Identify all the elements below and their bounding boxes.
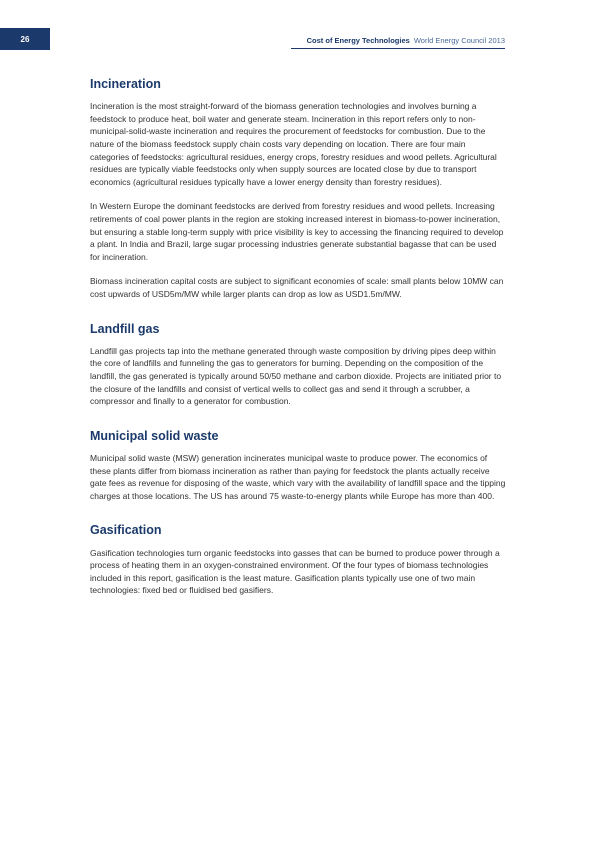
section-incineration [90,76,506,301]
body-content [90,76,506,617]
section-heading: Landfill gas [90,321,160,336]
paragraph: Landfill gas projects tap into the methane generated through waste composition by driving pipes deep within the core of landfills and funneling the gas to generators for burning. Depending on the composition of the landfill, the gas generated is typically around 50/50 methane and carbon dioxide. Projects are initiated prior to the closure of the landfills and consist of vertical wells to collect gas and send it through a scrubber, a compressor and finally to a generator for combustion. [90,345,502,407]
paragraph: Municipal solid waste (MSW) generation incinerates municipal waste to produce power. The economics of these plants differ from biomass incineration as rather than paying for feedstock the plants actually receive gate fees as revenue for disposing of the waste, which vary with the availability of landfill space and the tipping charges at those locations. The US has around 75 waste-to-energy plants while Europe has more than 400. [90,453,506,501]
paragraph: In Western Europe the dominant feedstocks are derived from forestry residues and wood pellets. Increasing retirements of coal power plants in the region are stoking increased interest in biomass-to-power incineration, but ensuring a stable long-term supply with price visibility is key to accessing the financing required to develop a plant. In India and Brazil, large sugar processing industries generate substantial bagasse that can be used for incineration. [90,201,504,262]
paragraph: Biomass incineration capital costs are subject to significant economies of scale: small plants below 10MW can cost upwards of USD5m/MW while larger plants can drop as low as USD1.5m/MW. [90,276,504,299]
paragraph: Incineration is the most straight-forward of the biomass generation technologies and involves burning a feedstock to produce heat, boil water and generate steam. Incineration in this report refers only to non-municipal-solid-waste incineration and requires the procurement of feedstocks for combustion. Due to the nature of the biomass feedstock supply chain costs vary depending on location. There are four main categories of feedstocks: agricultural residues, energy crops, forestry residues and wood pellets. Agricultural residues are typically viable feedstocks only when supply sources are located close by due to transport economics (agricultural residues typically have a lower energy density than forestry residues). [90,101,497,187]
section-gasification [90,522,506,597]
header-rule [291,48,505,49]
section-heading: Incineration [90,77,161,91]
header-publisher: World Energy Council 2013 [413,36,505,45]
header-title: Cost of Energy Technologies [306,36,410,45]
section-heading: Gasification [90,523,162,538]
section-municipal-solid-waste [90,428,506,503]
page-number: 26 [0,28,50,50]
section-landfill-gas [90,321,506,408]
running-header [307,36,505,45]
section-heading: Municipal solid waste [90,428,219,443]
paragraph: Gasification technologies turn organic feedstocks into gasses that can be burned to produce power through a process of heating them in an oxygen-constrained environment. Of the four types of biomass technologies included in this report, gasification is the least mature. Gasification plants typically use one of two main technologies: fixed bed or fluidised bed gasifiers. [90,547,500,596]
